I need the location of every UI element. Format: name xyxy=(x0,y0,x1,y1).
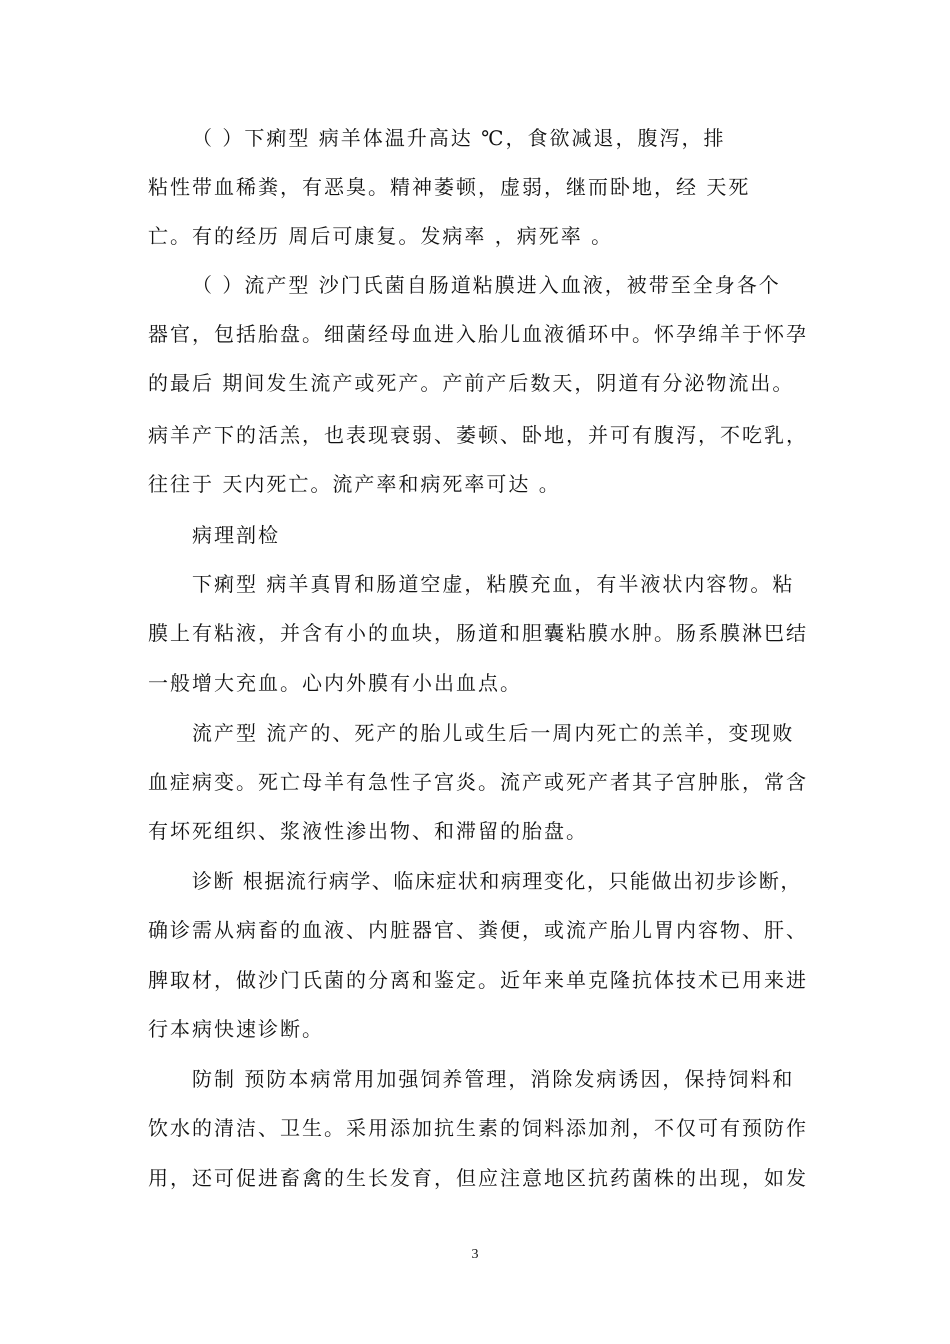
text-line: （ ）下痢型 病羊体温升高达 ℃，食欲减退，腹泻，排 xyxy=(192,126,726,150)
text-line: 用，还可促进畜禽的生长发育，但应注意地区抗药菌株的出现，如发 xyxy=(148,1166,808,1190)
page-number: 3 xyxy=(471,1247,479,1262)
text-line: 流产型 流产的、死产的胎儿或生后一周内死亡的羔羊，变现败 xyxy=(192,721,795,745)
text-line: 诊断 根据流行病学、临床症状和病理变化，只能做出初步诊断， xyxy=(192,869,802,893)
text-line: 防制 预防本病常用加强饲养管理，消除发病诱因，保持饲料和 xyxy=(192,1067,795,1091)
text-line: 往往于 天内死亡。流产率和病死率可达 。 xyxy=(148,472,561,496)
text-line: 饮水的清洁、卫生。采用添加抗生素的饲料添加剂，不仅可有预防作 xyxy=(148,1116,808,1140)
text-line: 亡。有的经历 周后可康复。发病率 ，病死率 。 xyxy=(148,224,614,248)
section-heading: 病理剖检 xyxy=(192,523,280,547)
text-line: 行本病快速诊断。 xyxy=(148,1017,324,1041)
text-line: 脾取材，做沙门氏菌的分离和鉴定。近年来单克隆抗体技术已用来进 xyxy=(148,968,808,992)
text-line: 的最后 期间发生流产或死产。产前产后数天，阴道有分泌物流出。 xyxy=(148,371,795,395)
text-line: 有坏死组织、浆液性渗出物、和滞留的胎盘。 xyxy=(148,819,588,843)
text-line: 下痢型 病羊真胃和肠道空虚，粘膜充血，有半液状内容物。粘 xyxy=(192,572,795,596)
text-line: 粘性带血稀粪，有恶臭。精神萎顿，虚弱，继而卧地，经 天死 xyxy=(148,175,751,199)
text-line: （ ）流产型 沙门氏菌自肠道粘膜进入血液，被带至全身各个 xyxy=(192,273,781,297)
text-line: 确诊需从病畜的血液、内脏器官、粪便，或流产胎儿胃内容物、肝、 xyxy=(148,918,808,942)
text-line: 一般增大充血。心内外膜有小出血点。 xyxy=(148,671,522,695)
text-line: 血症病变。死亡母羊有急性子宫炎。流产或死产者其子宫肿胀，常含 xyxy=(148,770,808,794)
text-line: 膜上有粘液，并含有小的血块，肠道和胆囊粘膜水肿。肠系膜淋巴结 xyxy=(148,621,808,645)
text-line: 器官，包括胎盘。细菌经母血进入胎儿血液循环中。怀孕绵羊于怀孕 xyxy=(148,322,808,346)
text-line: 病羊产下的活羔，也表现衰弱、萎顿、卧地，并可有腹泻，不吃乳， xyxy=(148,423,808,447)
